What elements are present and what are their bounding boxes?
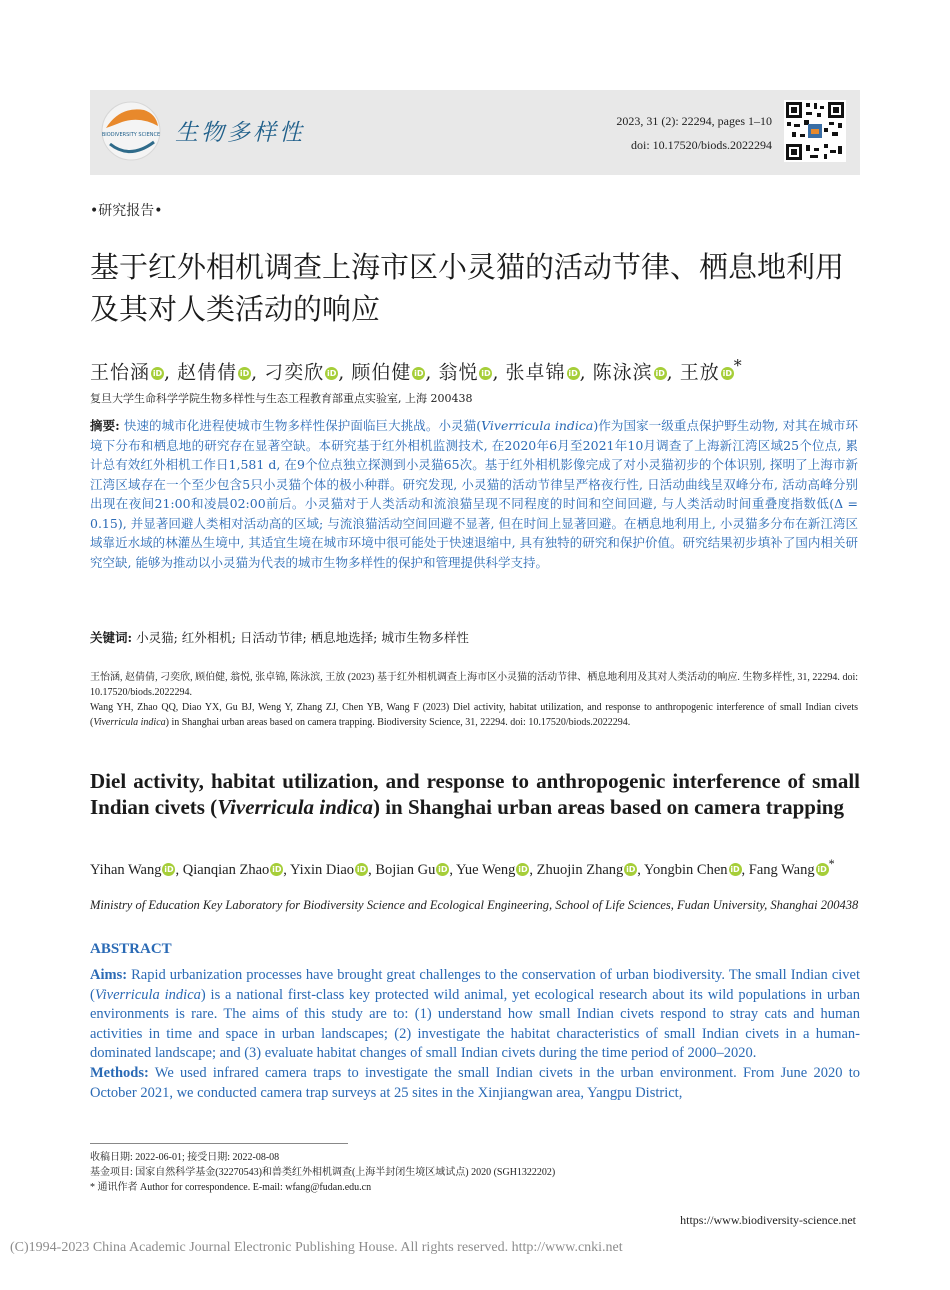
- author-name: Yixin Diao: [290, 861, 355, 878]
- orcid-icon[interactable]: iD: [152, 369, 163, 379]
- journal-logo-icon: [100, 100, 162, 162]
- author-name: Fang Wang: [748, 861, 815, 878]
- author-name: 顾伯健: [351, 361, 412, 384]
- funding-note: 基金项目: 国家自然科学基金(32270543)和兽类红外相机调查(上海半封闭生境区域试点) 2020 (SGH1322202): [90, 1167, 556, 1178]
- doi[interactable]: doi: 10.17520/biods.2022294: [630, 138, 772, 152]
- author-name: Bojian Gu: [375, 861, 436, 878]
- chinese-author-list: 王怡涵 iD, 赵倩倩 iD, 刁奕欣 iD, 顾伯健 iD, 翁悦 iD, 张卓锦 iD, 陈泳滨 iD, 王放 iD *: [90, 356, 743, 384]
- orcid-icon[interactable]: iD: [568, 369, 578, 379]
- species-name: Viverricula indica: [481, 418, 594, 433]
- orcid-icon[interactable]: iD: [414, 369, 424, 379]
- correspondence-note: * 通讯作者 Author for correspondence. E-mail: wfang@fudan.edu.cn: [90, 1182, 372, 1193]
- author-name: Zhuojin Zhang: [536, 861, 624, 878]
- author-name: 翁悦: [438, 361, 479, 384]
- english-author-list: Yihan Wang iD , Qianqian Zhao iD , Yixin Diao iD , Bojian Gu iD , Yue Weng iD , Zhuojin Zhang iD , Yongbin Chen iD , Fang Wang iD *: [90, 857, 835, 878]
- abstract-heading: ABSTRACT: [90, 941, 172, 957]
- keywords-label: 关键词:: [90, 630, 133, 645]
- orcid-icon[interactable]: iD: [164, 864, 174, 874]
- orcid-icon[interactable]: iD: [655, 369, 665, 379]
- citation-chinese: 王怡涵, 赵倩倩, 刁奕欣, 顾伯健, 翁悦, 张卓锦, 陈泳滨, 王放 (2023) 基于红外相机调查上海市区小灵猫的活动节律、栖息地利用及其对人类活动的响应. 生物多样性, 31, 22294. doi: 10.17520/biods.2022294.: [90, 672, 858, 698]
- english-title: Diel activity, habitat utilization, and response to anthropogenic interference of small Indian civets (Viverricula indica) in Shanghai urban areas based on camera trapping: [90, 769, 860, 819]
- author-name: 刁奕欣: [264, 361, 325, 384]
- orcid-icon[interactable]: iD: [481, 369, 491, 379]
- corresponding-mark: *: [828, 857, 835, 871]
- footnotes: [90, 1150, 555, 1195]
- author-name: 张卓锦: [505, 361, 566, 384]
- author-name: Yongbin Chen: [643, 861, 728, 878]
- chinese-keywords: 关键词: 小灵猫; 红外相机; 日活动节律; 栖息地选择; 城市生物多样性: [90, 630, 469, 645]
- orcid-icon[interactable]: iD: [272, 864, 282, 874]
- orcid-icon[interactable]: iD: [356, 864, 367, 874]
- english-abstract: [90, 966, 860, 1103]
- orcid-icon[interactable]: iD: [438, 864, 448, 874]
- orcid-icon[interactable]: iD: [518, 864, 528, 874]
- journal-website-link[interactable]: https://www.biodiversity-science.net: [680, 1213, 856, 1227]
- journal-header: [90, 90, 860, 175]
- section-label: •研究报告•: [90, 203, 163, 219]
- author-name: 赵倩倩: [177, 361, 238, 384]
- journal-name: 生物多样性: [175, 120, 305, 146]
- author-name: Yue Weng: [456, 861, 516, 878]
- author-name: 王怡涵: [90, 361, 151, 384]
- chinese-title: 基于红外相机调查上海市区小灵猫的活动节律、栖息地利用及其对人类活动的响应: [90, 250, 845, 326]
- footnote-divider: [90, 1143, 348, 1144]
- orcid-icon[interactable]: iD: [626, 864, 636, 874]
- author-name: 陈泳滨: [592, 361, 653, 384]
- received-dates: 收稿日期: 2022-06-01; 接受日期: 2022-08-08: [90, 1152, 280, 1163]
- abstract-methods: Methods: We used infrared camera traps to investigate the small Indian civets in the urban environment. From June 2020 to October 2021, we conducted camera trap surveys at 25 sites in the Xinjiangwan area, Yangpu District,: [90, 1064, 860, 1101]
- english-affiliation: Ministry of Education Key Laboratory for Biodiversity Science and Ecological Engineering, School of Life Sciences, Fudan University, Shanghai 200438: [90, 898, 859, 912]
- abstract-aims: Aims: Rapid urbanization processes have brought great challenges to the conservation of urban biodiversity. The small Indian civet (Viverricula indica) is a national first-class key protected wild animal, yet ecological research about its wild populations in urban environments is rare. The aims of this study are to: (1) understand how small Indian civets respond to stray cats and human activities in time and space in urban landscapes; (2) investigate the habitat characteristics of small Indian civets in a human-dominated landscape; and (3) evaluate habitat changes of small Indian civets during the time period of 2000–2020.: [90, 967, 861, 1062]
- orcid-icon[interactable]: iD: [722, 369, 732, 379]
- copyright-notice: (C)1994-2023 China Academic Journal Electronic Publishing House. All rights reserved. http://www.cnki.net: [10, 1240, 623, 1255]
- orcid-icon[interactable]: iD: [239, 369, 250, 379]
- citation-block: [90, 670, 858, 730]
- qr-code-icon: [784, 100, 846, 162]
- species-name: Viverricula indica: [217, 795, 373, 819]
- chinese-abstract: 摘要: 快速的城市化进程使城市生物多样性保护面临巨大挑战。小灵猫(Viverricula indica)作为国家一级重点保护野生动物, 对其在城市环境下分布和栖息地的研究存在显著空缺。本研究基于红外相机监测技术, 在2020年6月至2021年10月调查了上海新江湾区域25个位点, 累计总有效红外相机工作日1,581 d, 在9个位点独立探测到小灵猫65次。基于红外相机影像完成了对小灵猫初步的个体识别, 探明了上海市新江湾区域存在一个至少包含5只小灵猫个体的极小种群。研究发现, 小灵猫的活动节律呈严格夜行性, 日活动曲线呈双峰分布, 活动高峰分别出现在夜间21:00和凌晨02:00前后。小灵猫对于人类活动和流浪猫呈现不同程度的时间和空间回避, 与人类活动时间重叠度指数低(Δ = 0.15), 并显著回避人类相对活动高的区域; 与流浪猫活动空间回避不显著, 但在时间上显著回避。在栖息地利用上, 小灵猫多分布在新江湾区域靠近水域的林灌丛生境中, 其适宜生境在城市环境中很可能处于快速退缩中, 具有独特的研究和保护价值。研究结果初步填补了国内相关研究空缺, 能够为推动以小灵猫为代表的城市生物多样性的保护和管理提供科学支持。: [90, 418, 858, 570]
- abstract-label: 摘要:: [90, 418, 120, 433]
- volume-citation: 2023, 31 (2): 22294, pages 1–10: [616, 114, 772, 128]
- author-name: Yihan Wang: [90, 861, 162, 878]
- logo-text: BIODIVERSITY SCIENCE: [101, 132, 161, 138]
- citation-english: Wang YH, Zhao QQ, Diao YX, Gu BJ, Weng Y, Zhang ZJ, Chen YB, Wang F (2023) Diel activity, habitat utilization, and response to anthropogenic interference of small Indian civets (Viverricula indica) in Shanghai urban areas based on camera trapping. Biodiversity Science, 31, 22294. doi: 10.17520/biods.2022294.: [90, 702, 858, 728]
- chinese-affiliation: 复旦大学生命科学学院生物多样性与生态工程教育部重点实验室, 上海 200438: [90, 392, 473, 405]
- author-name: Qianqian Zhao: [182, 861, 270, 878]
- corresponding-mark: *: [733, 356, 743, 375]
- orcid-icon[interactable]: iD: [730, 864, 740, 874]
- orcid-icon[interactable]: iD: [327, 369, 337, 379]
- author-name: 王放: [679, 361, 720, 384]
- orcid-icon[interactable]: iD: [817, 864, 827, 874]
